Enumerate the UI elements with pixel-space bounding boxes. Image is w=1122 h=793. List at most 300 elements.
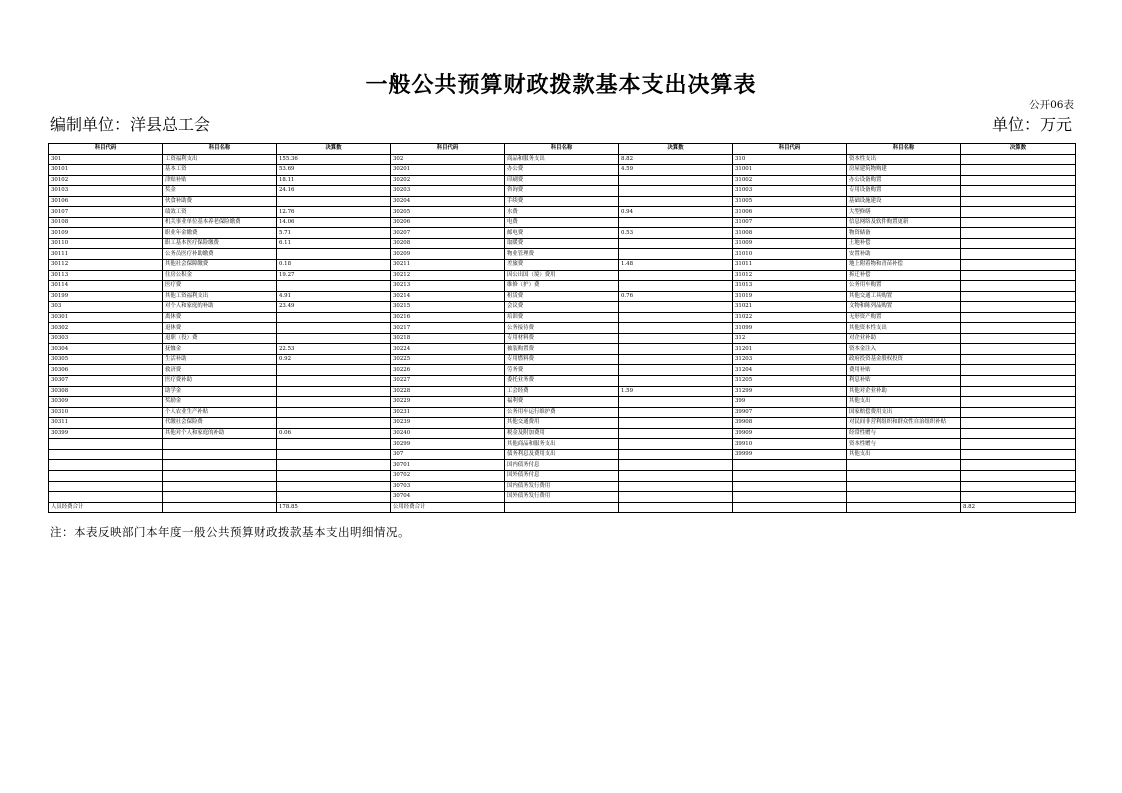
table-cell: 物资储备	[847, 228, 961, 239]
table-cell: 公务接待费	[505, 323, 619, 334]
table-cell	[733, 470, 847, 481]
table-cell	[961, 439, 1076, 450]
table-cell: 6.11	[277, 238, 391, 249]
table-cell: 利息补贴	[847, 376, 961, 387]
table-cell: 其他商品和服务支出	[505, 439, 619, 450]
table-row	[49, 333, 1076, 344]
table-cell	[961, 449, 1076, 460]
table-cell: 基础设施建设	[847, 196, 961, 207]
table-cell: 30208	[391, 238, 505, 249]
table-cell: 310	[733, 154, 847, 165]
table-cell: 30231	[391, 407, 505, 418]
table-cell: 公用经费合计	[391, 502, 505, 513]
table-cell: 302	[391, 154, 505, 165]
table-cell: 31009	[733, 238, 847, 249]
table-cell: 30114	[49, 281, 163, 292]
table-cell	[961, 270, 1076, 281]
table-cell: 22.53	[277, 344, 391, 355]
table-cell: 30205	[391, 207, 505, 218]
table-cell: 30310	[49, 407, 163, 418]
table-cell: 31007	[733, 217, 847, 228]
table-cell: 30108	[49, 217, 163, 228]
table-cell: 8.82	[961, 502, 1076, 513]
table-cell: 职业年金缴费	[163, 228, 277, 239]
table-cell: 救济费	[163, 365, 277, 376]
table-cell: 公务用车运行维护费	[505, 407, 619, 418]
table-cell: 税金及附加费用	[505, 428, 619, 439]
table-cell: 费用补贴	[847, 365, 961, 376]
table-cell: 31013	[733, 281, 847, 292]
table-cell: 其他支出	[847, 449, 961, 460]
table-cell: 30201	[391, 165, 505, 176]
table-cell: 离休费	[163, 312, 277, 323]
form-number: 公开06表	[1029, 99, 1074, 111]
table-cell: 拆迁补偿	[847, 270, 961, 281]
table-cell: 会议费	[505, 302, 619, 313]
table-cell: 工会经费	[505, 386, 619, 397]
table-cell: 办公设备购置	[847, 175, 961, 186]
table-cell	[619, 449, 733, 460]
table-row	[49, 270, 1076, 281]
table-cell	[619, 470, 733, 481]
table-cell: 19.27	[277, 270, 391, 281]
table-cell: 其他交通费用	[505, 418, 619, 429]
table-cell	[277, 481, 391, 492]
table-cell: 其他支出	[847, 397, 961, 408]
table-cell	[163, 502, 277, 513]
table-cell: 被装购置费	[505, 344, 619, 355]
table-cell: 30224	[391, 344, 505, 355]
table-cell	[277, 281, 391, 292]
table-cell: 30227	[391, 376, 505, 387]
table-cell: 退休费	[163, 323, 277, 334]
table-row	[49, 428, 1076, 439]
table-cell: 31019	[733, 291, 847, 302]
table-row	[49, 492, 1076, 503]
table-cell: 31204	[733, 365, 847, 376]
table-cell	[619, 281, 733, 292]
table-cell: 12.76	[277, 207, 391, 218]
table-cell	[847, 470, 961, 481]
table-cell	[619, 302, 733, 313]
table-cell	[277, 249, 391, 260]
table-cell: 30207	[391, 228, 505, 239]
table-row	[49, 302, 1076, 313]
table-cell: 30112	[49, 260, 163, 271]
table-row	[49, 249, 1076, 260]
table-cell: 1.59	[619, 386, 733, 397]
table-cell: 30107	[49, 207, 163, 218]
table-cell: 其他对个人和家庭的补助	[163, 428, 277, 439]
table-cell: 差旅费	[505, 260, 619, 271]
table-cell: 其他工资福利支出	[163, 291, 277, 302]
table-cell: 资本性赠与	[847, 439, 961, 450]
column-header: 决算数	[277, 144, 391, 155]
table-cell: 30106	[49, 196, 163, 207]
table-cell: 债务利息及费用支出	[505, 449, 619, 460]
table-cell: 个人农业生产补贴	[163, 407, 277, 418]
table-cell: 邮电费	[505, 228, 619, 239]
table-row	[49, 260, 1076, 271]
table-cell	[163, 460, 277, 471]
table-cell	[619, 407, 733, 418]
table-cell: 资本金注入	[847, 344, 961, 355]
column-header: 科目名称	[505, 144, 619, 155]
table-cell: 30703	[391, 481, 505, 492]
table-header	[49, 144, 1076, 155]
table-cell	[961, 365, 1076, 376]
table-cell: 助学金	[163, 386, 277, 397]
table-cell: 物业管理费	[505, 249, 619, 260]
table-cell: 30311	[49, 418, 163, 429]
table-row	[49, 186, 1076, 197]
table-cell	[277, 312, 391, 323]
table-cell	[619, 365, 733, 376]
table-cell: 30103	[49, 186, 163, 197]
table-row	[49, 481, 1076, 492]
table-cell: 312	[733, 333, 847, 344]
org-label: 编制单位：洋县总工会	[50, 115, 211, 134]
table-cell: 国家赔偿费用支出	[847, 407, 961, 418]
table-cell	[961, 376, 1076, 387]
table-cell: 30302	[49, 323, 163, 334]
table-cell	[961, 175, 1076, 186]
table-cell: 代缴社会保险费	[163, 418, 277, 429]
table-cell	[619, 354, 733, 365]
column-header: 科目代码	[391, 144, 505, 155]
table-cell: 委托业务费	[505, 376, 619, 387]
table-cell	[49, 460, 163, 471]
table-cell	[277, 460, 391, 471]
table-cell	[49, 470, 163, 481]
table-cell	[619, 175, 733, 186]
table-cell: 其他社会保障缴费	[163, 260, 277, 271]
table-cell	[961, 386, 1076, 397]
table-cell: 8.82	[619, 154, 733, 165]
table-cell: 土地补偿	[847, 238, 961, 249]
table-cell: 30213	[391, 281, 505, 292]
table-cell: 30306	[49, 365, 163, 376]
table-cell: 维修（护）费	[505, 281, 619, 292]
report-title: 一般公共预算财政拨款基本支出决算表	[365, 72, 757, 98]
table-cell: 30704	[391, 492, 505, 503]
table-row	[49, 228, 1076, 239]
table-row	[49, 217, 1076, 228]
table-cell	[961, 344, 1076, 355]
table-cell	[619, 376, 733, 387]
table-cell: 福利费	[505, 397, 619, 408]
table-cell: 31201	[733, 344, 847, 355]
table-cell	[619, 502, 733, 513]
table-cell: 30110	[49, 238, 163, 249]
table-cell: 0.94	[619, 207, 733, 218]
table-cell: 31011	[733, 260, 847, 271]
table-cell: 30218	[391, 333, 505, 344]
table-row	[49, 312, 1076, 323]
table-row	[49, 165, 1076, 176]
table-cell: 30111	[49, 249, 163, 260]
table-row	[49, 439, 1076, 450]
table-cell	[619, 186, 733, 197]
table-cell	[961, 418, 1076, 429]
table-cell: 无形资产购置	[847, 312, 961, 323]
table-cell	[961, 492, 1076, 503]
table-cell: 31010	[733, 249, 847, 260]
table-cell	[961, 323, 1076, 334]
table-row	[49, 376, 1076, 387]
table-cell: 0.92	[277, 354, 391, 365]
table-cell: 退职（役）费	[163, 333, 277, 344]
table-cell: 31205	[733, 376, 847, 387]
table-cell: 30307	[49, 376, 163, 387]
table-cell	[49, 449, 163, 460]
table-cell	[505, 502, 619, 513]
table-cell	[163, 470, 277, 481]
column-header: 决算数	[619, 144, 733, 155]
table-cell: 31022	[733, 312, 847, 323]
table-cell: 4.59	[619, 165, 733, 176]
table-cell: 31001	[733, 165, 847, 176]
table-cell: 30229	[391, 397, 505, 408]
table-cell: 对企业补助	[847, 333, 961, 344]
table-cell	[619, 344, 733, 355]
table-cell: 30309	[49, 397, 163, 408]
table-cell: 奖励金	[163, 397, 277, 408]
table-row	[49, 323, 1076, 334]
table-cell: 301	[49, 154, 163, 165]
table-cell: 水费	[505, 207, 619, 218]
table-cell: 39999	[733, 449, 847, 460]
table-cell	[961, 354, 1076, 365]
table-cell: 31021	[733, 302, 847, 313]
table-row	[49, 291, 1076, 302]
table-cell	[733, 492, 847, 503]
column-header: 科目代码	[733, 144, 847, 155]
column-header: 科目名称	[163, 144, 277, 155]
table-cell: 专用燃料费	[505, 354, 619, 365]
table-cell	[163, 439, 277, 450]
table-cell: 30109	[49, 228, 163, 239]
table-cell: 手续费	[505, 196, 619, 207]
table-cell: 对民间非营利组织和群众性自治组织补贴	[847, 418, 961, 429]
table-row	[49, 175, 1076, 186]
table-cell: 咨询费	[505, 186, 619, 197]
table-cell: 地上附着物和青苗补偿	[847, 260, 961, 271]
table-cell	[961, 165, 1076, 176]
table-row	[49, 207, 1076, 218]
table-row	[49, 407, 1076, 418]
table-cell	[277, 470, 391, 481]
table-cell	[619, 481, 733, 492]
table-cell: 30301	[49, 312, 163, 323]
table-cell	[961, 154, 1076, 165]
table-cell: 对个人和家庭的补助	[163, 302, 277, 313]
table-cell: 30101	[49, 165, 163, 176]
table-cell: 31203	[733, 354, 847, 365]
table-cell: 1.48	[619, 260, 733, 271]
table-cell	[619, 217, 733, 228]
table-cell: 国内债务付息	[505, 460, 619, 471]
table-cell: 14.06	[277, 217, 391, 228]
table-cell	[277, 376, 391, 387]
table-cell	[961, 428, 1076, 439]
table-cell: 30211	[391, 260, 505, 271]
table-cell: 30202	[391, 175, 505, 186]
table-cell: 307	[391, 449, 505, 460]
table-cell: 公务员医疗补助缴费	[163, 249, 277, 260]
table-cell: 39907	[733, 407, 847, 418]
table-cell	[619, 333, 733, 344]
table-cell	[277, 449, 391, 460]
table-cell: 30225	[391, 354, 505, 365]
table-cell	[961, 249, 1076, 260]
table-row	[49, 460, 1076, 471]
table-cell	[847, 492, 961, 503]
table-cell	[961, 281, 1076, 292]
table-cell: 30199	[49, 291, 163, 302]
table-cell: 劳务费	[505, 365, 619, 376]
table-cell: 39909	[733, 428, 847, 439]
table-cell: 0.18	[277, 260, 391, 271]
table-cell	[277, 196, 391, 207]
column-header: 决算数	[961, 144, 1076, 155]
table-cell: 基本工资	[163, 165, 277, 176]
table-cell: 399	[733, 397, 847, 408]
table-cell: 31005	[733, 196, 847, 207]
table-cell: 政府投资基金股权投资	[847, 354, 961, 365]
table-cell: 53.69	[277, 165, 391, 176]
table-row	[49, 386, 1076, 397]
table-cell: 住房公积金	[163, 270, 277, 281]
table-cell	[961, 291, 1076, 302]
table-cell: 31012	[733, 270, 847, 281]
table-cell: 303	[49, 302, 163, 313]
table-row	[49, 397, 1076, 408]
table-cell: 安置补助	[847, 249, 961, 260]
table-cell	[733, 460, 847, 471]
table-cell	[847, 502, 961, 513]
table-cell: 30216	[391, 312, 505, 323]
table-row	[49, 344, 1076, 355]
table-cell	[49, 481, 163, 492]
header-row	[49, 144, 1076, 155]
table-row	[49, 354, 1076, 365]
table-cell	[619, 323, 733, 334]
table-cell: 经常性赠与	[847, 428, 961, 439]
table-cell: 30215	[391, 302, 505, 313]
column-header: 科目代码	[49, 144, 163, 155]
table-cell: 30399	[49, 428, 163, 439]
table-cell: 奖金	[163, 186, 277, 197]
table-cell	[733, 502, 847, 513]
table-cell: 信息网络及软件购置更新	[847, 217, 961, 228]
table-cell: 31299	[733, 386, 847, 397]
unit-label: 单位：万元	[991, 115, 1072, 134]
table-cell: 专用材料费	[505, 333, 619, 344]
table-cell	[163, 481, 277, 492]
table-cell	[619, 439, 733, 450]
table-cell: 0.76	[619, 291, 733, 302]
table-row	[49, 470, 1076, 481]
table-row	[49, 281, 1076, 292]
table-cell: 国内债务发行费用	[505, 481, 619, 492]
table-cell	[619, 270, 733, 281]
table-cell: 0.53	[619, 228, 733, 239]
table-cell: 国外债务付息	[505, 470, 619, 481]
table-cell	[277, 365, 391, 376]
table-cell	[733, 481, 847, 492]
table-cell: 取暖费	[505, 238, 619, 249]
table-cell	[277, 397, 391, 408]
table-cell	[277, 439, 391, 450]
table-cell	[961, 260, 1076, 271]
table-cell: 国外债务发行费用	[505, 492, 619, 503]
table-cell: 公务用车购置	[847, 281, 961, 292]
table-cell: 伙食补助费	[163, 196, 277, 207]
table-cell	[619, 312, 733, 323]
table-cell	[961, 228, 1076, 239]
table-cell: 5.71	[277, 228, 391, 239]
table-cell: 专用设备购置	[847, 186, 961, 197]
table-cell: 租赁费	[505, 291, 619, 302]
table-cell: 39910	[733, 439, 847, 450]
column-header: 科目名称	[847, 144, 961, 155]
table-cell	[961, 302, 1076, 313]
table-cell	[619, 492, 733, 503]
table-cell: 30212	[391, 270, 505, 281]
table-row	[49, 418, 1076, 429]
table-cell: 其他资本性支出	[847, 323, 961, 334]
table-cell: 178.85	[277, 502, 391, 513]
table-cell	[961, 207, 1076, 218]
table-cell	[49, 492, 163, 503]
table-cell: 31008	[733, 228, 847, 239]
table-cell: 31002	[733, 175, 847, 186]
table-cell: 30308	[49, 386, 163, 397]
table-cell: 155.36	[277, 154, 391, 165]
table-cell: 机关事业单位基本养老保险缴费	[163, 217, 277, 228]
table-row	[49, 502, 1076, 513]
table-cell: 人员经费合计	[49, 502, 163, 513]
table-cell: 0.06	[277, 428, 391, 439]
table-cell: 30239	[391, 418, 505, 429]
table-cell: 18.11	[277, 175, 391, 186]
table-cell: 30299	[391, 439, 505, 450]
expenditure-table	[48, 143, 1076, 513]
table-cell: 印刷费	[505, 175, 619, 186]
table-cell	[619, 460, 733, 471]
table-cell: 生活补助	[163, 354, 277, 365]
table-cell: 30228	[391, 386, 505, 397]
table-cell: 30701	[391, 460, 505, 471]
table-cell	[961, 333, 1076, 344]
table-cell: 31006	[733, 207, 847, 218]
table-cell: 30226	[391, 365, 505, 376]
table-cell: 30206	[391, 217, 505, 228]
table-cell	[49, 439, 163, 450]
table-cell: 培训费	[505, 312, 619, 323]
table-cell: 大型修缮	[847, 207, 961, 218]
table-row	[49, 449, 1076, 460]
table-cell	[961, 407, 1076, 418]
table-row	[49, 238, 1076, 249]
table-cell: 30203	[391, 186, 505, 197]
table-cell	[277, 418, 391, 429]
table-cell: 文物和陈列品购置	[847, 302, 961, 313]
table-cell: 医疗费补助	[163, 376, 277, 387]
table-cell: 抚恤金	[163, 344, 277, 355]
table-cell	[847, 460, 961, 471]
